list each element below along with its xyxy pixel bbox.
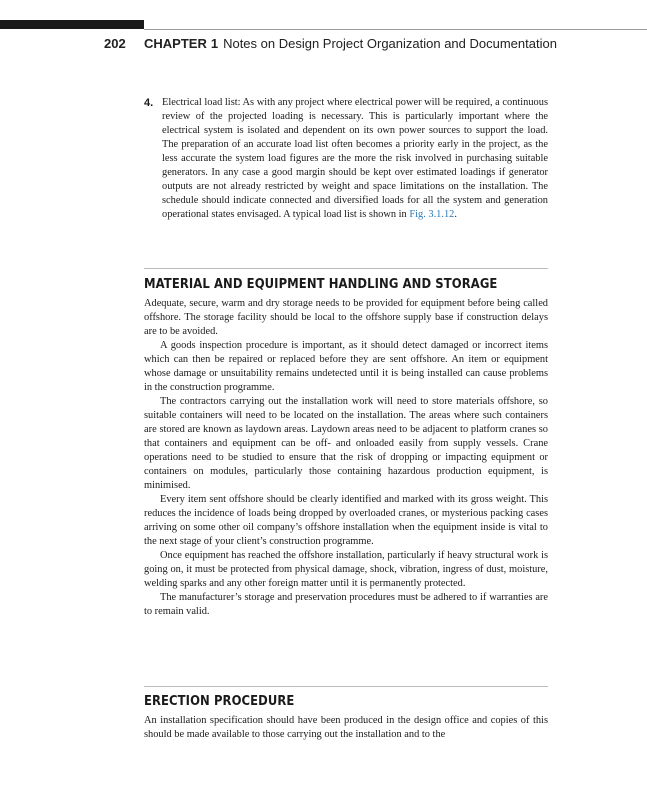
section-rule-storage: [144, 268, 548, 269]
paragraph: Adequate, secure, warm and dry storage needs to be provided for equipment before being called offshore. The storage facility should be local to the offshore supply base if construction delays are to be avoided.: [144, 298, 548, 337]
list-item-body: Electrical load list: As with any project where electrical power will be required, a continuous review of the projected loading is necessary. This is particularly important where the electrical system is isolated and dependent on its own power sources to support the load. The preparation of an accurate load list often becomes a priority early in the project, as the less accurate the system load figures are the more the risk involved in purchasing suitable generators. In any case a good margin should be kept over estimated loadings if generator outputs are not already restricted by weight and space limitations on the installation. The schedule should indicate connected and diversified loads for all the system and generation operational states envisaged. A typical load list is shown in: [162, 97, 548, 220]
section-body-storage: [144, 297, 548, 619]
paragraph: The manufacturer’s storage and preservation procedures must be adhered to if warranties are to remain valid.: [144, 592, 548, 617]
header-accent-bar: [0, 20, 144, 29]
section-rule-erection: [144, 686, 548, 687]
list-item-number: 4.: [144, 97, 154, 109]
chapter-label: CHAPTER: [144, 36, 207, 51]
running-head: [104, 36, 557, 51]
paragraph: Every item sent offshore should be clearly identified and marked with its gross weight. This reduces the incidence of loads being dropped by overloaded cranes, or mysterious packing cases arriving on some other oil company’s offshore installation when the equipment inside is vital to the next stage of your client’s construction programme.: [144, 494, 548, 547]
chapter-number: 1: [210, 36, 219, 51]
list-item-end: .: [454, 209, 457, 220]
list-item-electrical-load: [144, 96, 548, 222]
paragraph: An installation specification should have been produced in the design office and copies of this should be made available to those carrying out the installation and to the: [144, 715, 548, 740]
paragraph: A goods inspection procedure is important, as it should detect damaged or incorrect items which can then be repaired or replaced before they are sent offshore. An item or equipment whose damage or unsuitability remains undetected until it is being installed can cause problems in the construction programme.: [144, 340, 548, 393]
section-body-erection: [144, 714, 548, 742]
section-heading-erection: ERECTION PROCEDURE: [144, 693, 295, 709]
paragraph: Once equipment has reached the offshore installation, particularly if heavy structural work is going on, it must be protected from physical damage, shock, vibration, ingress of dust, moisture, welding sparks and any other foreign matter until it is permanently protected.: [144, 550, 548, 589]
page-number: 202: [104, 36, 126, 51]
list-item-text: [162, 96, 548, 222]
section-heading-storage: MATERIAL AND EQUIPMENT HANDLING AND STORAGE: [144, 276, 498, 292]
header-rule: [144, 29, 647, 30]
paragraph: The contractors carrying out the installation work will need to store materials offshore, so suitable containers will need to be located on the installation. The areas where such containers are stored are known as laydown areas. Laydown areas need to be adjacent to platform cranes so that containers and equipment can be off- and onloaded easily from supply vessels. Crane operations need to be studied to ensure that the risk of dropping or impacting equipment or containers on modules, particularly those containing hazardous production equipment, is minimised.: [144, 396, 548, 491]
chapter-title: Notes on Design Project Organization and Documentation: [223, 36, 557, 51]
figure-link[interactable]: Fig. 3.1.12: [409, 209, 455, 220]
